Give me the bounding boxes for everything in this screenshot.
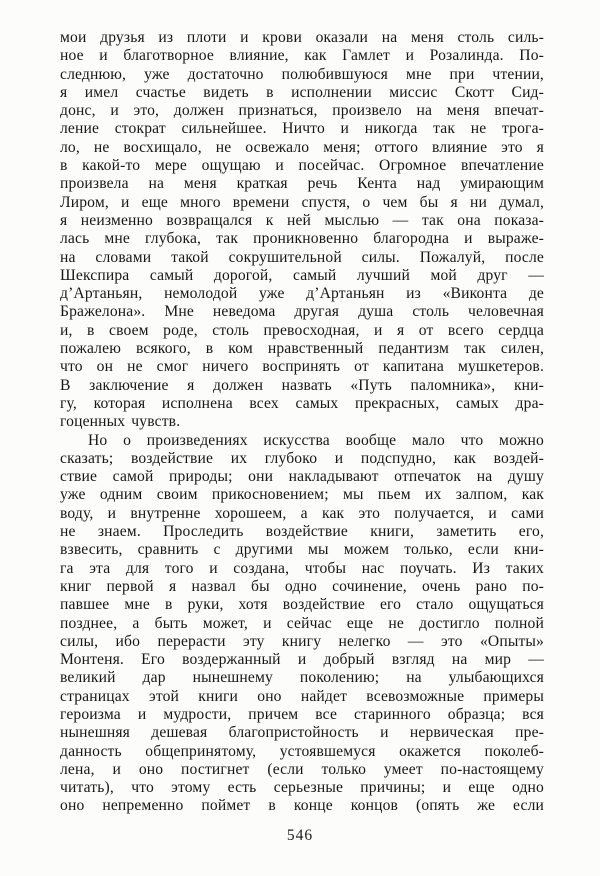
text-line: ло, не восхищало, не освежало меня; оттого влияние это я — [60, 138, 544, 156]
paragraph — [60, 29, 544, 432]
text-line: сказать; воздействие их глубоко и подспудно, как воздей- — [60, 449, 544, 467]
text-line: Но о произведениях искусства вообще мало что можно — [88, 431, 544, 449]
text-line: д’Артаньян, немолодой уже д’Артаньян из «Виконта де — [60, 285, 544, 303]
text-line: данность общепринятому, устоявшемуся окажется поколеб- — [60, 742, 544, 760]
text-line: Лиром, и еще много времени спустя, о чем бы я ни думал, — [60, 193, 544, 211]
text-line: пожалею всякого, в ком нравственный педантизм так силен, — [60, 340, 544, 358]
text-line: оно непременно поймет в конце концов (опять же если — [60, 797, 544, 815]
text-line: книг первой я назвал бы одно сочинение, очень рано по- — [60, 577, 544, 595]
text-line: мои друзья из плоти и крови оказали на меня столь силь- — [60, 29, 544, 46]
text-line: нынешняя дешевая благопристойность и нервическая пре- — [60, 724, 544, 742]
text-line: взвесить, сравнить с другими мы можем только, если кни- — [60, 541, 544, 559]
text-line: воду, и внутренне хорошеем, а как это получается, и сами — [60, 504, 544, 522]
text-line: позднее, а быть может, и сейчас еще не достигло полной — [60, 614, 544, 632]
text-line: павшее мне в руки, хотя воздействие его стало ощущаться — [60, 596, 544, 614]
text-line: я неизменно возвращался к ней мыслью — так она показа- — [60, 211, 544, 229]
text-line: что он не смог ничего воспринять от капитана мушкетеров. — [60, 358, 544, 376]
text-line: ствие самой природы; они накладывают отпечаток на душу — [60, 468, 544, 486]
text-line: гу, которая исполнена всех самых прекрасных, самых дра- — [60, 394, 544, 412]
text-line: донс, и это, должен признаться, произвело на меня впечат- — [60, 102, 544, 120]
page-number: 546 — [286, 827, 314, 844]
text-line: гоценных чувств. — [60, 413, 181, 431]
text-line: уже одним своим прикосновением; мы пьем их залпом, как — [60, 486, 544, 504]
text-line: Монтеня. Его воздержанный и добрый взгляд на мир — — [60, 651, 544, 669]
text-line: читать), что этому есть серьезные причины; и еще одно — [60, 779, 544, 797]
text-line: следнюю, уже достаточно полюбившуюся мне при чтении, — [60, 65, 544, 83]
text-line: в какой-то мере ощущаю и посейчас. Огромное впечатление — [60, 157, 544, 175]
text-line: га эта для того и создана, чтобы нас поучать. Из таких — [60, 559, 544, 577]
text-line: лась мне глубока, так проникновенно благородна и выраже- — [60, 230, 544, 248]
text-line: страницах этой книги оно найдет всевозможные примеры — [60, 687, 544, 705]
paragraph — [60, 432, 544, 816]
text-line: произвела на меня краткая речь Кента над умирающим — [60, 175, 544, 193]
text-line: на словами такой сокрушительной силы. Пожалуй, после — [60, 248, 544, 266]
text-line: ление стократ сильнейшее. Ничто и никогда так не трога- — [60, 120, 544, 138]
text-line: великий дар нынешнему поколению; на улыбающихся — [60, 669, 544, 687]
text-line: лена, и оно постигнет (если только умеет по-настоящему — [60, 760, 544, 778]
text-block — [60, 29, 544, 816]
text-line: я имел счастье видеть в исполнении миссис Скотт Сид- — [60, 83, 544, 101]
text-line: героизма и мудрости, причем все старинного образца; вся — [60, 705, 544, 723]
text-line: В заключение я должен назвать «Путь паломника», кни- — [60, 376, 544, 394]
text-line: Бражелона». Мне неведома другая душа столь человечная — [60, 303, 544, 321]
text-line: Шекспира самый дорогой, самый лучший мой друг — — [60, 266, 544, 284]
text-line: ное и благотворное влияние, как Гамлет и Розалинда. По- — [60, 47, 544, 65]
text-line: не знаем. Проследить воздействие книги, заметить его, — [60, 523, 544, 541]
text-line: и, в своем роде, столь превосходная, и я от всего сердца — [60, 321, 544, 339]
text-line: силы, ибо перерасти эту книгу нелегко — это «Опыты» — [60, 632, 544, 650]
